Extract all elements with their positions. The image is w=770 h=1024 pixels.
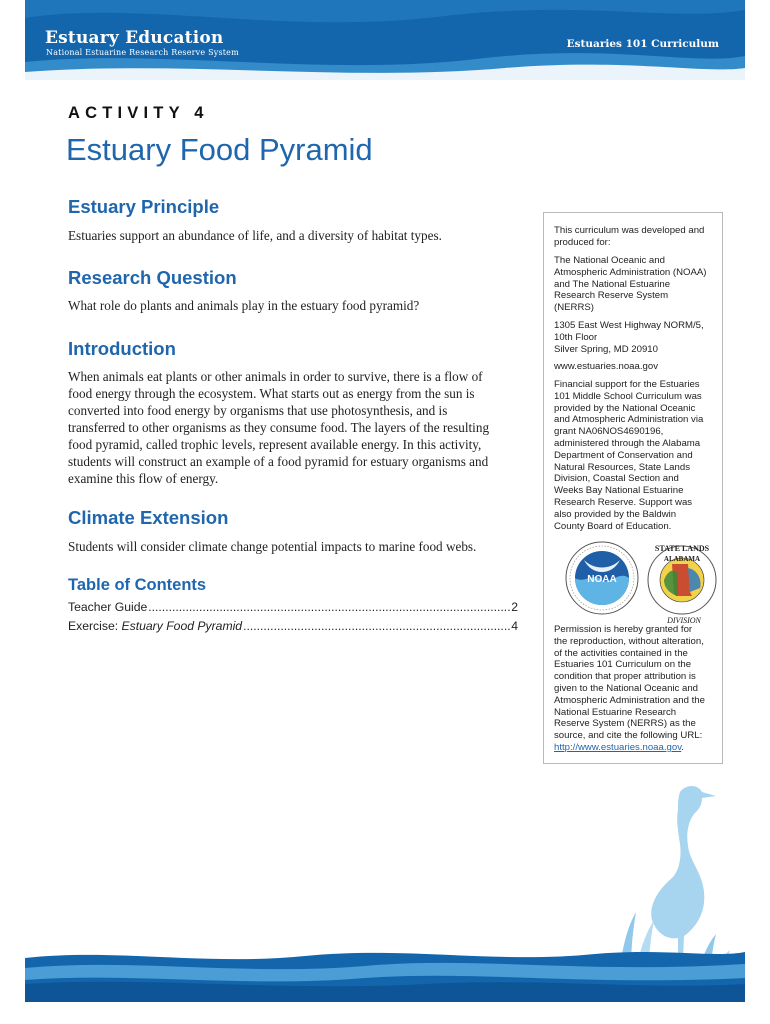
sidebar-line: also provided by the Baldwin — [554, 508, 677, 520]
toc-page-number: 4 — [511, 619, 518, 633]
sidebar-line: and Atmospheric Administration via — [554, 414, 704, 426]
sidebar-line: source, and cite the following URL: — [554, 730, 703, 742]
sidebar-line: administered through the Alabama — [554, 437, 701, 449]
footer-wave-decoration — [25, 944, 745, 1002]
sidebar-line: Research Reserve System — [554, 290, 669, 302]
estuaries-url-link[interactable]: http://www.estuaries.noaa.gov — [554, 741, 682, 753]
sidebar-line: Financial support for the Estuaries — [554, 379, 700, 390]
intro-line: transferred to other organisms as they consume food. The layers of the resulting — [68, 420, 490, 435]
noaa-logo-icon — [564, 540, 640, 616]
sidebar-organizations — [554, 255, 719, 314]
sidebar-line: Department of Conservation and — [554, 449, 693, 461]
sidebar-line: the reproduction, without alteration, — [554, 635, 704, 647]
url-period: . — [681, 741, 684, 753]
sidebar-line: This curriculum was developed and — [554, 225, 705, 236]
heading-introduction: Introduction — [68, 338, 176, 359]
sidebar-line: given to the National Oceanic and — [554, 682, 698, 694]
page-title: Estuary Food Pyramid — [66, 132, 373, 167]
climate-text: Students will consider climate change potential impacts to marine food webs. — [68, 539, 477, 554]
sidebar-line: Silver Spring, MD 20910 — [554, 343, 658, 355]
sidebar-line: 1305 East West Highway NORM/5, — [554, 320, 704, 331]
logo-text-alabama: ALABAMA — [663, 555, 701, 563]
sidebar-line: provided by the National Oceanic — [554, 402, 696, 414]
toc-entry-exercise[interactable] — [68, 619, 518, 636]
sidebar-line: Estuaries 101 Curriculum on the — [554, 659, 692, 671]
research-text: What role do plants and animals play in the estuary food pyramid? — [68, 298, 420, 313]
toc-entry-label: Exercise: — [68, 619, 119, 633]
toc-entry-italic-label: Estuary Food Pyramid — [121, 619, 243, 633]
intro-line: converted into food energy by organisms that use photosynthesis, and is — [68, 403, 448, 418]
curriculum-label: Estuaries 101 Curriculum — [566, 38, 719, 50]
brand-title: Estuary Education — [45, 28, 224, 48]
sidebar-financial-support — [554, 379, 719, 532]
toc-title: Table of Contents — [68, 576, 207, 594]
sidebar-line: Division, Coastal Section and — [554, 473, 679, 485]
sidebar-line: (NERRS) — [554, 302, 594, 314]
toc-entry-label: Teacher Guide — [68, 600, 148, 614]
logo-text-division: DIVISION — [667, 616, 701, 625]
sidebar-line: 10th Floor — [554, 331, 598, 343]
sidebar-url-line — [554, 742, 719, 754]
sidebar-line: 101 Middle School Curriculum was — [554, 390, 702, 402]
sidebar-line: Weeks Bay National Estuarine — [554, 485, 684, 497]
activity-label: ACTIVITY 4 — [68, 104, 209, 122]
brand-subtitle: National Estuarine Research Reserve System — [46, 48, 239, 57]
intro-line: students will construct an example of a food pyramid for estuary organisms and — [68, 454, 489, 469]
sidebar-developed-for — [554, 225, 719, 249]
toc-leader-dots — [148, 600, 510, 614]
sidebar-line: Permission is hereby granted for — [554, 624, 693, 635]
sidebar-line: and The National Estuarine — [554, 278, 671, 290]
sidebar-line: Atmospheric Administration and the — [554, 694, 705, 706]
header-banner — [25, 0, 745, 80]
logo-text-state-lands: STATE LANDS — [654, 544, 710, 553]
sidebar-line: of the activities contained in the — [554, 647, 688, 659]
noaa-logo-text: NOAA — [587, 574, 617, 585]
sidebar-line: Natural Resources, State Lands — [554, 461, 690, 473]
sidebar-line: National Estuarine Research — [554, 706, 677, 718]
sidebar-line: Atmospheric Administration (NOAA) — [554, 266, 707, 278]
sidebar-address — [554, 320, 719, 355]
heading-climate-extension: Climate Extension — [68, 507, 229, 528]
partner-logos — [554, 540, 719, 628]
toc-leader-dots — [243, 619, 510, 633]
sidebar-credits — [543, 212, 723, 764]
heading-estuary-principle: Estuary Principle — [68, 196, 220, 217]
intro-line: When animals eat plants or other animals in order to survive, there is a flow of — [68, 369, 483, 384]
intro-line: examine this flow of energy. — [68, 471, 219, 486]
sidebar-line: grant NA06NOS4690196, — [554, 426, 664, 438]
sidebar-line: condition that proper attribution is — [554, 671, 696, 683]
intro-line: food energy through the ecosystem. What starts out as energy from the sun is — [68, 386, 475, 401]
sidebar-website: www.estuaries.noaa.gov — [554, 361, 658, 372]
intro-line: food pyramid, called trophic levels, represent available energy. In this activity, — [68, 437, 482, 452]
toc-entry-teacher-guide[interactable] — [68, 600, 518, 617]
sidebar-permission — [554, 624, 719, 754]
sidebar-line: Reserve System (NERRS) as the — [554, 718, 696, 730]
sidebar-line: The National Oceanic and — [554, 255, 665, 266]
sidebar-line: produced for: — [554, 236, 611, 248]
heading-research-question: Research Question — [68, 267, 237, 288]
alabama-state-lands-logo-icon — [644, 540, 720, 626]
principle-text: Estuaries support an abundance of life, and a diversity of habitat types. — [68, 228, 442, 243]
toc-page-number: 2 — [511, 600, 518, 614]
sidebar-line: County Board of Education. — [554, 520, 672, 532]
sidebar-line: Research Reserve. Support was — [554, 496, 693, 508]
